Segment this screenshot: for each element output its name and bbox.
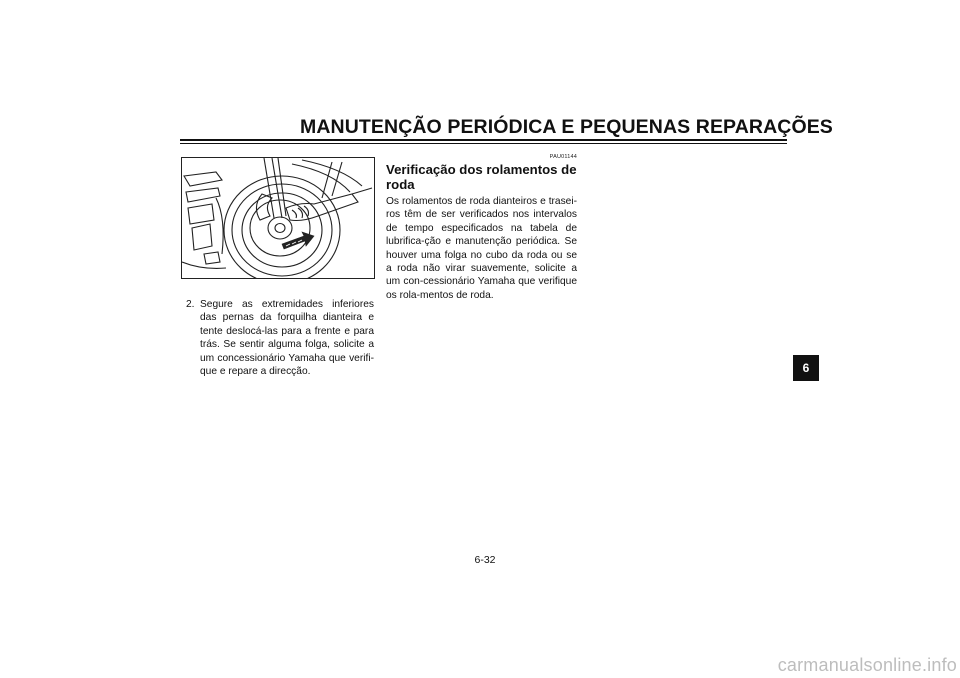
page-number: 6-32 — [474, 554, 496, 566]
step-text: Segure as extremidades inferiores das pernas da forquilha dianteira e tente deslocá-las para a frente e para trás. Se sentir alguma folga, solicite a um concessionário Yamaha que verifi-que e repare a direcção. — [200, 299, 374, 378]
page-title: MANUTENÇÃO PERIÓDICA E PEQUENAS REPARAÇÕES — [300, 116, 833, 138]
header-rule-thin — [180, 143, 787, 144]
instruction-step-2 — [186, 298, 374, 378]
step-number: 2. — [186, 299, 195, 310]
wheel-drawing — [182, 158, 374, 278]
chapter-tab: 6 — [793, 355, 819, 381]
watermark-text: carmanualsonline.info — [777, 655, 957, 675]
section-heading: Verificação dos rolamentos de roda — [386, 162, 577, 192]
header-rule-thick — [180, 139, 787, 141]
section-body-text: Os rolamentos de roda dianteiros e trasei-ros têm de ser verificados nos intervalos de tempo especificados na tabela de lubrifica-ção e manutenção periódica. Se houver uma folga no cubo da roda ou se a roda não virar suavemente, solicite a um con-cessionário Yamaha que verifique os rola-mentos de roda. — [386, 196, 577, 301]
front-wheel-illustration — [181, 157, 375, 279]
reference-code: PAU01144 — [549, 154, 577, 160]
